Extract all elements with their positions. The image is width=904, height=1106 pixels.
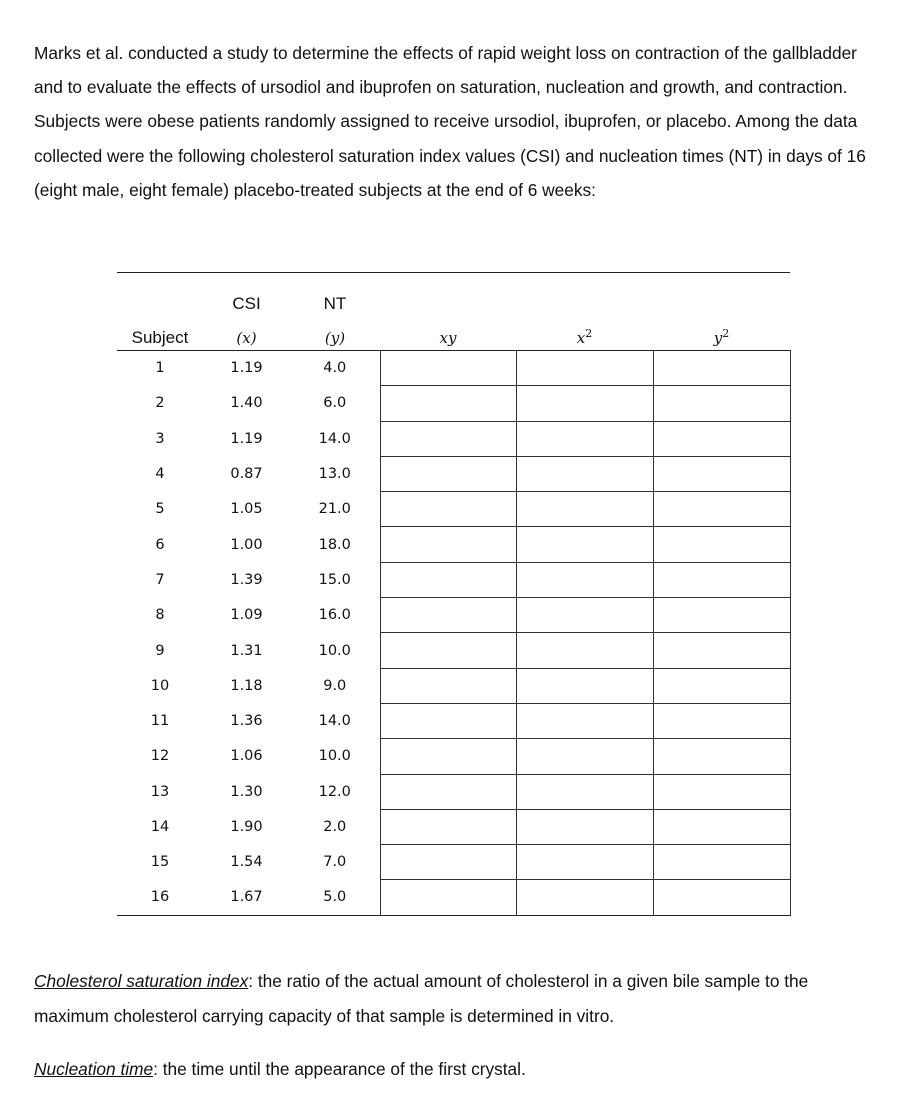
nt-cell: 4.0 (323, 360, 347, 377)
nt-cell: 10.0 (318, 748, 351, 765)
x2-answer-cell[interactable] (516, 633, 653, 668)
nt-cell: 2.0 (323, 819, 347, 835)
table-row (117, 492, 790, 527)
csi-cell: 1.40 (230, 395, 263, 412)
table-row (117, 633, 790, 668)
data-table-container (117, 272, 790, 916)
subject-cell: 15 (150, 854, 170, 871)
x2-exponent: 2 (585, 327, 593, 340)
y2-answer-cell[interactable] (653, 774, 790, 809)
subject-cell: 4 (155, 466, 165, 483)
xy-answer-cell[interactable] (380, 492, 516, 527)
csi-cell: 1.30 (230, 783, 263, 800)
header-nt: NT (290, 273, 380, 319)
table-row (117, 668, 790, 703)
xy-answer-cell[interactable] (380, 845, 516, 880)
nt-cell: 9.0 (323, 677, 347, 694)
xy-symbol: xy (439, 329, 457, 347)
x2-answer-cell[interactable] (516, 809, 653, 844)
definition-nt (34, 1052, 884, 1087)
header-subject: Subject (117, 318, 203, 351)
xy-answer-cell[interactable] (380, 598, 516, 633)
xy-answer-cell[interactable] (380, 527, 516, 562)
y2-answer-cell[interactable] (653, 633, 790, 668)
x2-answer-cell[interactable] (516, 845, 653, 880)
nt-cell: 5.0 (290, 880, 380, 915)
csi-cell: 1.54 (230, 854, 263, 871)
x2-answer-cell[interactable] (516, 527, 653, 562)
x2-base: x (576, 329, 586, 347)
table-row (117, 351, 790, 386)
header-blank (117, 273, 203, 319)
table-row (117, 386, 790, 421)
x2-answer-cell[interactable] (516, 598, 653, 633)
table-row (117, 562, 790, 597)
csi-cell: 1.39 (230, 571, 263, 588)
x2-answer-cell[interactable] (516, 386, 653, 421)
y2-answer-cell[interactable] (653, 880, 790, 915)
subject-cell: 7 (155, 571, 165, 588)
csi-nt-table (117, 272, 791, 916)
y2-answer-cell[interactable] (653, 562, 790, 597)
subject-cell: 5 (155, 501, 165, 518)
xy-answer-cell[interactable] (380, 880, 516, 915)
x-symbol: (x) (236, 329, 257, 347)
subject-cell: 12 (150, 748, 170, 765)
xy-answer-cell[interactable] (380, 351, 516, 386)
intro-paragraph: Marks et al. conducted a study to determine the effects of rapid weight loss on contraction of the gallbladder and to evaluate the effects of ursodiol and ibuprofen on saturation, nucleation and growth, and contraction. Subjects were obese patients randomly assigned to receive ursodiol, ibuprofen, or placebo. Among the data collected were the following cholesterol saturation index values (CSI) and nucleation times (NT) in days of 16 (eight male, eight female) placebo-treated subjects at the end of 6 weeks: (34, 43, 866, 200)
y2-answer-cell[interactable] (653, 527, 790, 562)
table-row (117, 703, 790, 738)
header-x (203, 318, 290, 351)
y2-answer-cell[interactable] (653, 668, 790, 703)
csi-cell: 1.05 (230, 501, 263, 518)
x2-symbol (577, 329, 592, 347)
table-row (117, 809, 790, 844)
y2-answer-cell[interactable] (653, 845, 790, 880)
subject-cell: 9 (155, 642, 165, 659)
header-y (290, 318, 380, 351)
header-x2 (516, 318, 653, 351)
definition-csi-text: : the ratio of the actual amount of cholesterol in a given bile sample to the maximum cholesterol carrying capacity of that sample is determined in vitro. (34, 971, 809, 1026)
header-xy (380, 318, 516, 351)
table-row (117, 421, 790, 456)
nt-cell: 12.0 (318, 783, 351, 800)
x2-answer-cell[interactable] (516, 456, 653, 491)
xy-answer-cell[interactable] (380, 668, 516, 703)
xy-answer-cell[interactable] (380, 703, 516, 738)
nt-cell: 10.0 (318, 642, 351, 659)
x2-answer-cell[interactable] (516, 703, 653, 738)
y2-answer-cell[interactable] (653, 456, 790, 491)
header-y2 (653, 318, 790, 351)
subject-cell: 3 (155, 430, 165, 447)
y-symbol: (y) (324, 329, 346, 347)
y2-answer-cell[interactable] (653, 598, 790, 633)
definition-csi (34, 964, 884, 1034)
csi-cell: 1.36 (230, 713, 263, 730)
table-row (117, 456, 790, 491)
xy-answer-cell[interactable] (380, 386, 516, 421)
table-row (117, 774, 790, 809)
table-body (117, 351, 790, 916)
subject-cell: 13 (150, 783, 170, 800)
nt-cell: 6.0 (323, 395, 347, 412)
csi-cell: 1.19 (230, 430, 263, 447)
nt-cell: 7.0 (323, 854, 347, 871)
x2-answer-cell[interactable] (516, 880, 653, 915)
y2-answer-cell[interactable] (653, 351, 790, 386)
nt-cell: 16.0 (318, 607, 351, 624)
subject-cell: 2 (155, 395, 165, 412)
xy-answer-cell[interactable] (380, 456, 516, 491)
x2-answer-cell[interactable] (516, 351, 653, 386)
nt-cell: 18.0 (318, 536, 351, 553)
term-csi: Cholesterol saturation index (34, 971, 249, 991)
definition-nt-text: : the time until the appearance of the first crystal. (153, 1059, 526, 1079)
nt-cell: 15.0 (318, 571, 351, 588)
table-row (117, 527, 790, 562)
header-row-1 (117, 273, 790, 319)
xy-answer-cell[interactable] (380, 739, 516, 774)
nt-cell: 13.0 (318, 466, 351, 483)
csi-cell: 1.19 (230, 360, 263, 377)
x2-answer-cell[interactable] (516, 774, 653, 809)
xy-answer-cell[interactable] (380, 774, 516, 809)
csi-cell: 1.18 (230, 677, 263, 694)
y2-answer-cell[interactable] (653, 703, 790, 738)
y2-answer-cell[interactable] (653, 421, 790, 456)
csi-cell: 1.09 (230, 607, 263, 624)
xy-answer-cell[interactable] (380, 421, 516, 456)
header-blank (516, 273, 653, 319)
xy-answer-cell[interactable] (380, 633, 516, 668)
y2-answer-cell[interactable] (653, 386, 790, 421)
y2-exponent: 2 (722, 327, 730, 340)
csi-cell: 1.06 (230, 748, 263, 765)
term-nt: Nucleation time (34, 1059, 154, 1079)
table-row (117, 598, 790, 633)
subject-cell: 11 (150, 713, 170, 730)
csi-cell: 1.67 (203, 880, 290, 915)
xy-answer-cell[interactable] (380, 809, 516, 844)
table-row (117, 880, 790, 915)
subject-cell: 6 (155, 536, 165, 553)
y2-answer-cell[interactable] (653, 809, 790, 844)
csi-cell: 1.31 (230, 642, 263, 659)
nt-cell: 14.0 (318, 713, 351, 730)
csi-cell: 0.87 (230, 466, 263, 483)
x2-answer-cell[interactable] (516, 421, 653, 456)
nt-cell: 21.0 (318, 501, 351, 518)
x2-answer-cell[interactable] (516, 492, 653, 527)
subject-cell: 10 (150, 677, 170, 694)
csi-cell: 1.90 (230, 819, 263, 835)
table-row (117, 739, 790, 774)
y2-symbol (714, 329, 729, 347)
y2-answer-cell[interactable] (653, 739, 790, 774)
x2-answer-cell[interactable] (516, 739, 653, 774)
header-blank (653, 273, 790, 319)
header-row-2 (117, 318, 790, 351)
header-csi: CSI (203, 273, 290, 319)
subject-cell: 1 (155, 360, 165, 377)
table-row (117, 845, 790, 880)
csi-cell: 1.00 (230, 536, 263, 553)
nt-cell: 14.0 (318, 430, 351, 447)
x2-answer-cell[interactable] (516, 668, 653, 703)
subject-cell: 8 (155, 607, 165, 624)
subject-cell: 16 (117, 880, 203, 915)
xy-answer-cell[interactable] (380, 562, 516, 597)
subject-cell: 14 (150, 819, 170, 835)
x2-answer-cell[interactable] (516, 562, 653, 597)
y2-base: y (713, 329, 723, 347)
header-blank (380, 273, 516, 319)
y2-answer-cell[interactable] (653, 492, 790, 527)
